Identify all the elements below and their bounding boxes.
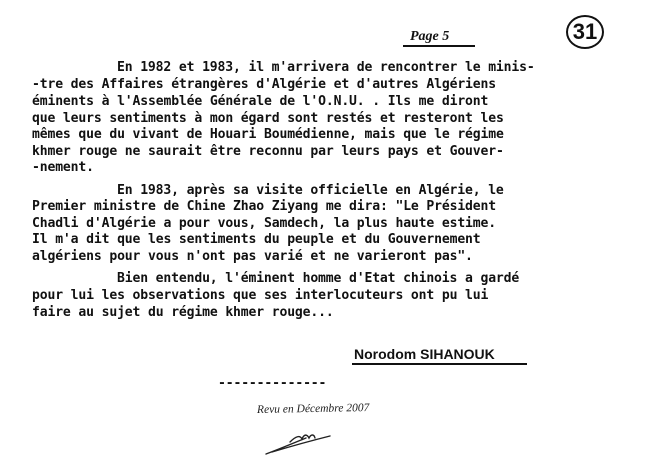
body-line: Premier ministre de Chine Zhao Ziyang me dira: "Le Président: [32, 199, 496, 214]
signature-underline: [352, 363, 527, 365]
handwritten-paraph: [262, 428, 334, 458]
circled-page-number: [566, 15, 604, 49]
body-line: -nement.: [32, 160, 94, 175]
body-line: Il m'a dit que les sentiments du peuple et du Gouvernement: [32, 232, 481, 247]
signature-name: Norodom SIHANOUK: [354, 346, 495, 362]
body-line: mêmes que du vivant de Houari Boumédienne, mais que le régime: [32, 127, 504, 142]
page-number-underline: [403, 45, 475, 47]
body-line: Chadli d'Algérie a pour vous, Samdech, la plus haute estime.: [32, 216, 496, 231]
body-line: En 1983, après sa visite officielle en Algérie, le: [117, 183, 504, 198]
body-line: que leurs sentiments à mon égard sont restés et resteront les: [32, 111, 504, 126]
handwritten-revision-note: Revu en Décembre 2007: [256, 402, 370, 416]
body-line: faire au sujet du régime khmer rouge...: [32, 305, 334, 320]
body-line: -tre des Affaires étrangères d'Algérie et d'autres Algériens: [32, 77, 496, 92]
body-line: pour lui les observations que ses interlocuteurs ont pu lui: [32, 288, 489, 303]
separator-line: --------------: [218, 376, 327, 391]
body-line: algériens pour vous n'ont pas varié et ne varieront pas".: [32, 249, 473, 264]
page-number: Page 5: [410, 29, 450, 44]
body-line: khmer rouge ne saurait être reconnu par leurs pays et Gouver-: [32, 144, 504, 159]
body-line: En 1982 et 1983, il m'arrivera de rencontrer le minis-: [117, 60, 535, 75]
circled-number-text: 31: [572, 19, 598, 44]
body-line: éminents à l'Assemblée Générale de l'O.N.U. . Ils me diront: [32, 94, 489, 109]
body-line: Bien entendu, l'éminent homme d'Etat chinois a gardé: [117, 271, 520, 286]
